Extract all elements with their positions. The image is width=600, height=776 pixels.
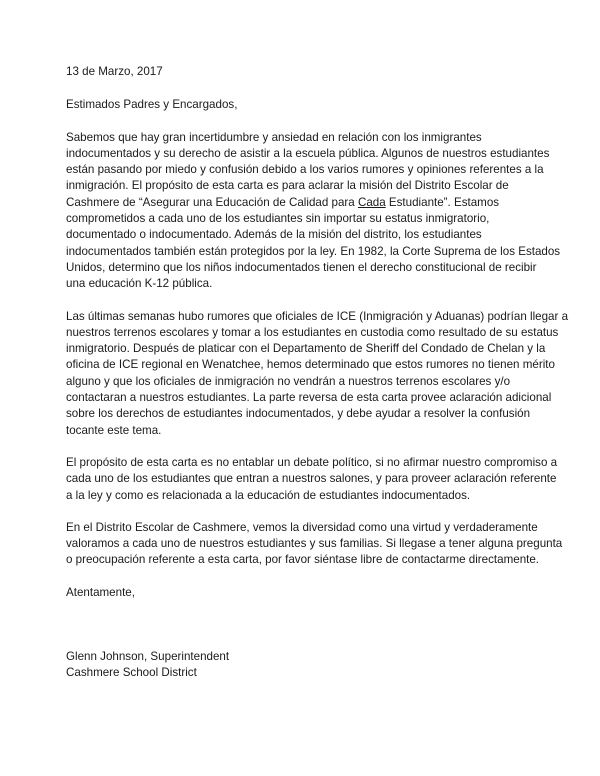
paragraph-line: El propósito de esta carta es no entablar un debate político, si no afirmar nuestro compromiso a (66, 455, 558, 469)
line-text: Cashmere de “Asegurar una Educación de Calidad para (66, 195, 358, 209)
signature-block (66, 649, 566, 682)
paragraph-2 (66, 309, 569, 439)
paragraph-line: Unidos, determino que los niños indocumentados tienen el derecho constitucional de recibir (66, 260, 537, 274)
signature-organization: Cashmere School District (66, 666, 197, 680)
signature-name: Glenn Johnson, Superintendent (66, 650, 230, 664)
letter-closing: Atentamente, (66, 585, 135, 599)
paragraph-line: una educación K-12 pública. (66, 277, 213, 291)
paragraph-line: a la ley y como es relacionada a la educación de estudiantes indocumentados. (66, 488, 471, 502)
paragraph-line: oficina de ICE regional en Wenatchee, hemos determinado que estos rumores no tienen mérito (66, 358, 555, 372)
letter-body (66, 64, 569, 682)
paragraph-line: tocante este tema. (66, 423, 162, 437)
paragraph-line: documentado o indocumentado. Además de la misión del distrito, los estudiantes (66, 228, 482, 242)
paragraph-3 (66, 455, 566, 504)
paragraph-line: En el Distrito Escolar de Cashmere, vemos la diversidad como una virtud y verdaderamente (66, 520, 538, 534)
paragraph-line: Las últimas semanas hubo rumores que oficiales de ICE (Inmigración y Aduanas) podrían llegar a (66, 309, 569, 323)
paragraph-line: nuestros terrenos escolares y tomar a los estudiantes en custodia como resultado de su estatus (66, 325, 559, 339)
letter-date: 13 de Marzo, 2017 (66, 65, 163, 78)
paragraph-line: indocumentados y su derecho de asistir a la escuela pública. Algunos de nuestros estudiantes (66, 146, 550, 160)
paragraph-line: contactaran a nuestros estudiantes. La parte reversa de esta carta provee aclaración adicional (66, 391, 552, 405)
paragraph-4 (66, 520, 566, 569)
paragraph-line: o preocupación referente a esta carta, por favor siéntase libre de contactarme directamente. (66, 553, 540, 567)
paragraph-line: alguno y que los oficiales de inmigración no vendrán a nuestros terrenos escolares y/o (66, 374, 511, 388)
paragraph-line: sobre los derechos de estudiantes indocumentados, y debe ayudar a resolver la confusión (66, 407, 531, 421)
paragraph-line: indocumentados también están protegidos por la ley. En 1982, la Corte Suprema de los Estados (66, 244, 561, 258)
paragraph-line: comprometidos a cada uno de los estudiantes sin importar su estatus inmigratorio, (66, 212, 490, 226)
line-text: Estudiante”. Estamos (385, 195, 500, 209)
paragraph-line: inmigración. El propósito de esta carta es para aclarar la misión del Distrito Escolar de (66, 179, 509, 193)
paragraph-line (66, 195, 566, 211)
underlined-word: Cada (357, 195, 386, 209)
paragraph-1 (66, 130, 566, 293)
paragraph-line: valoramos a cada uno de nuestros estudiantes y sus familias. Si llegase a tener alguna pregunta (66, 537, 563, 551)
letter-salutation: Estimados Padres y Encargados, (66, 98, 238, 112)
paragraph-line: están pasando por miedo y confusión debido a los varios rumores y opiniones referentes a la (66, 163, 544, 177)
paragraph-line: Sabemos que hay gran incertidumbre y ansiedad en relación con los inmigrantes (66, 130, 482, 144)
paragraph-line: inmigratorio. Después de platicar con el Departamento de Sheriff del Condado de Chelan y la (66, 342, 546, 356)
paragraph-line: cada uno de los estudiantes que entran a nuestros salones, y para proveer aclaración referente (66, 472, 557, 486)
